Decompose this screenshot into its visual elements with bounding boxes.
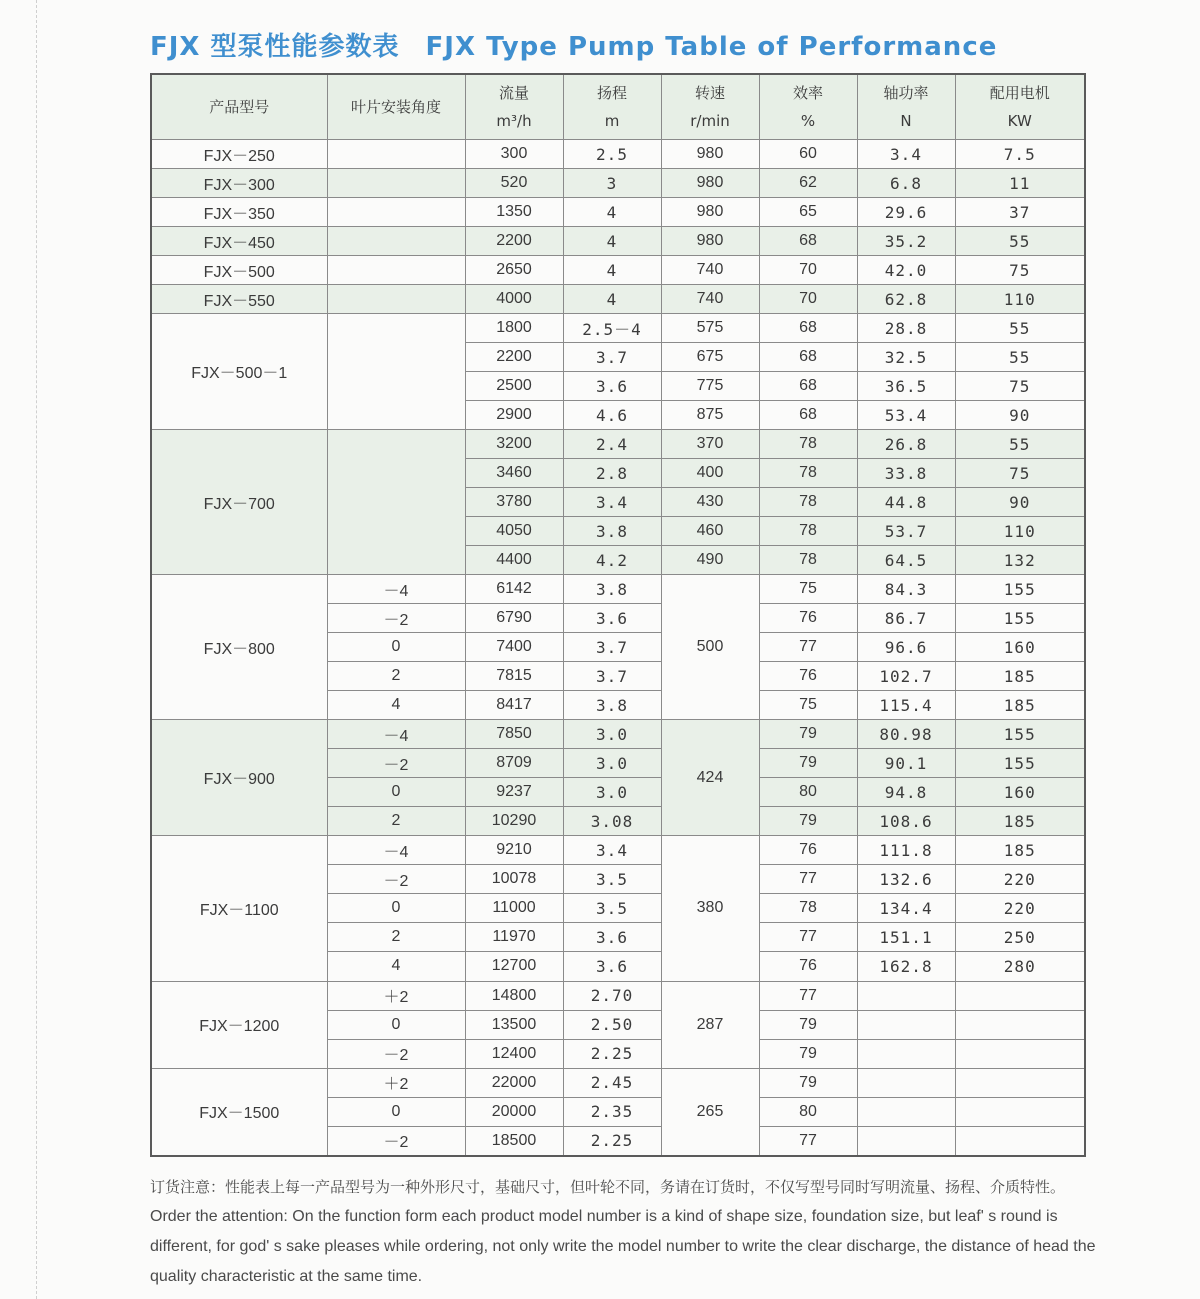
head-cell: 4 [563,285,661,314]
shaft-power-cell: 151.1 [857,923,955,952]
blade-angle-cell: －2 [327,749,465,778]
shaft-power-cell: 102.7 [857,662,955,691]
speed-cell: 430 [661,488,759,517]
shaft-power-cell [857,1010,955,1039]
shaft-power-cell: 115.4 [857,691,955,720]
blade-angle-cell [327,140,465,169]
shaft-power-cell: 44.8 [857,488,955,517]
motor-cell: 160 [955,633,1085,662]
head-cell: 2.5 [563,140,661,169]
speed-cell: 380 [661,836,759,981]
motor-cell: 160 [955,778,1085,807]
head-cell: 3.4 [563,488,661,517]
head-cell: 2.45 [563,1068,661,1097]
motor-cell: 185 [955,836,1085,865]
blade-angle-cell [327,285,465,314]
motor-cell: 7.5 [955,140,1085,169]
blade-angle-cell: 0 [327,1097,465,1126]
shaft-power-cell: 42.0 [857,256,955,285]
blade-angle-cell: －4 [327,575,465,604]
efficiency-cell: 68 [759,401,857,430]
table-row [151,720,1085,749]
flow-cell: 6142 [465,575,563,604]
shaft-power-cell: 96.6 [857,633,955,662]
shaft-power-cell: 94.8 [857,778,955,807]
blade-angle-cell: －2 [327,1039,465,1068]
flow-cell: 12400 [465,1039,563,1068]
blade-angle-cell [327,169,465,198]
model-cell: FJX－500 [151,256,327,285]
performance-table [150,73,1086,1157]
motor-cell: 132 [955,546,1085,575]
shaft-power-cell: 53.7 [857,517,955,546]
flow-cell: 7400 [465,633,563,662]
shaft-power-cell: 80.98 [857,720,955,749]
model-cell: FJX－900 [151,720,327,836]
shaft-power-cell: 132.6 [857,865,955,894]
flow-cell: 14800 [465,981,563,1010]
table-row [151,227,1085,256]
head-cell: 2.25 [563,1126,661,1156]
flow-cell: 4000 [465,285,563,314]
head-cell: 2.70 [563,981,661,1010]
efficiency-cell: 60 [759,140,857,169]
flow-cell: 20000 [465,1097,563,1126]
motor-cell: 55 [955,314,1085,343]
blade-angle-cell: 2 [327,807,465,836]
motor-cell: 155 [955,575,1085,604]
motor-cell: 185 [955,691,1085,720]
flow-cell: 10290 [465,807,563,836]
speed-cell: 370 [661,430,759,459]
speed-cell: 675 [661,343,759,372]
efficiency-cell: 76 [759,952,857,981]
flow-cell: 1800 [465,314,563,343]
flow-cell: 4050 [465,517,563,546]
model-cell: FJX－500－1 [151,314,327,430]
efficiency-cell: 76 [759,836,857,865]
efficiency-cell: 75 [759,575,857,604]
head-cell: 4.2 [563,546,661,575]
blade-angle-cell: ＋2 [327,1068,465,1097]
table-row [151,836,1085,865]
model-cell: FJX－250 [151,140,327,169]
shaft-power-cell [857,981,955,1010]
header-head: 扬程 m [563,74,661,140]
speed-cell: 980 [661,198,759,227]
flow-cell: 9210 [465,836,563,865]
blade-angle-cell: －4 [327,720,465,749]
motor-cell: 90 [955,488,1085,517]
speed-cell: 287 [661,981,759,1068]
flow-cell: 7850 [465,720,563,749]
efficiency-cell: 68 [759,372,857,401]
motor-cell: 110 [955,517,1085,546]
blade-angle-cell: －2 [327,1126,465,1156]
efficiency-cell: 68 [759,227,857,256]
efficiency-cell: 70 [759,256,857,285]
flow-cell: 2900 [465,401,563,430]
shaft-power-cell: 53.4 [857,401,955,430]
note-en: Order the attention: On the function form each product model number is a kind of shape size, foundation size, but leaf' s round is different, for god' s sake pleases while ordering, not only write the model number to write the clear discharge, the distance of head the quality characteristic at the same time. [150,1208,1096,1285]
motor-cell [955,1068,1085,1097]
efficiency-cell: 68 [759,314,857,343]
table-row [151,981,1085,1010]
head-cell: 3.7 [563,662,661,691]
efficiency-cell: 75 [759,691,857,720]
efficiency-cell: 65 [759,198,857,227]
efficiency-cell: 78 [759,517,857,546]
table-row [151,1068,1085,1097]
note-zh: 订货注意：性能表上每一产品型号为一种外形尺寸，基础尺寸，但叶轮不同，务请在订货时，不仅写型号同时写明流量、扬程、介质特性。 [150,1178,1066,1196]
head-cell: 3.5 [563,865,661,894]
header-efficiency: 效率 % [759,74,857,140]
table-row [151,198,1085,227]
head-cell: 2.50 [563,1010,661,1039]
speed-cell: 775 [661,372,759,401]
speed-cell: 500 [661,575,759,720]
head-cell: 3.0 [563,720,661,749]
motor-cell: 155 [955,604,1085,633]
head-cell: 3.7 [563,633,661,662]
shaft-power-cell: 108.6 [857,807,955,836]
efficiency-cell: 79 [759,1068,857,1097]
motor-cell: 55 [955,227,1085,256]
efficiency-cell: 77 [759,1126,857,1156]
motor-cell: 250 [955,923,1085,952]
shaft-power-cell [857,1097,955,1126]
motor-cell [955,981,1085,1010]
shaft-power-cell: 162.8 [857,952,955,981]
speed-cell: 575 [661,314,759,343]
efficiency-cell: 80 [759,1097,857,1126]
model-cell: FJX－550 [151,285,327,314]
motor-cell [955,1097,1085,1126]
motor-cell: 280 [955,952,1085,981]
head-cell: 2.35 [563,1097,661,1126]
head-cell: 3.6 [563,372,661,401]
flow-cell: 4400 [465,546,563,575]
flow-cell: 11970 [465,923,563,952]
speed-cell: 740 [661,256,759,285]
blade-angle-cell: 2 [327,662,465,691]
efficiency-cell: 62 [759,169,857,198]
blade-angle-cell: 2 [327,923,465,952]
head-cell: 3.4 [563,836,661,865]
blade-angle-cell: 4 [327,691,465,720]
shaft-power-cell: 111.8 [857,836,955,865]
header-speed: 转速 r/min [661,74,759,140]
shaft-power-cell: 3.4 [857,140,955,169]
efficiency-cell: 77 [759,923,857,952]
head-cell: 3.8 [563,691,661,720]
speed-cell: 980 [661,169,759,198]
motor-cell: 110 [955,285,1085,314]
flow-cell: 18500 [465,1126,563,1156]
head-cell: 3.08 [563,807,661,836]
motor-cell: 90 [955,401,1085,430]
flow-cell: 2500 [465,372,563,401]
flow-cell: 7815 [465,662,563,691]
motor-cell: 75 [955,372,1085,401]
motor-cell: 185 [955,807,1085,836]
efficiency-cell: 77 [759,633,857,662]
shaft-power-cell: 36.5 [857,372,955,401]
efficiency-cell: 78 [759,459,857,488]
efficiency-cell: 77 [759,981,857,1010]
head-cell: 3.8 [563,575,661,604]
speed-cell: 875 [661,401,759,430]
model-cell: FJX－700 [151,430,327,575]
blade-angle-cell: 0 [327,894,465,923]
blade-angle-cell: 0 [327,1010,465,1039]
head-cell: 4 [563,198,661,227]
efficiency-cell: 79 [759,1010,857,1039]
model-cell: FJX－1500 [151,1068,327,1156]
header-blade-angle: 叶片安装角度 [327,74,465,140]
efficiency-cell: 78 [759,894,857,923]
efficiency-cell: 80 [759,778,857,807]
table-row [151,256,1085,285]
blade-angle-cell: －2 [327,865,465,894]
head-cell: 2.5－4 [563,314,661,343]
speed-cell: 460 [661,517,759,546]
motor-cell: 155 [955,720,1085,749]
flow-cell: 2200 [465,343,563,372]
flow-cell: 2200 [465,227,563,256]
flow-cell: 3200 [465,430,563,459]
flow-cell: 520 [465,169,563,198]
speed-cell: 424 [661,720,759,836]
blade-angle-cell: 0 [327,633,465,662]
head-cell: 2.25 [563,1039,661,1068]
table-header-row [151,74,1085,140]
table-row [151,575,1085,604]
head-cell: 3.0 [563,778,661,807]
head-cell: 3.0 [563,749,661,778]
shaft-power-cell: 28.8 [857,314,955,343]
title-en: FJX Type Pump Table of Performance [425,32,998,62]
efficiency-cell: 68 [759,343,857,372]
efficiency-cell: 70 [759,285,857,314]
blade-angle-cell [327,314,465,430]
efficiency-cell: 78 [759,488,857,517]
shaft-power-cell [857,1039,955,1068]
blade-angle-cell: －2 [327,604,465,633]
motor-cell: 75 [955,459,1085,488]
shaft-power-cell: 29.6 [857,198,955,227]
efficiency-cell: 79 [759,720,857,749]
model-cell: FJX－350 [151,198,327,227]
efficiency-cell: 79 [759,749,857,778]
blade-angle-cell [327,256,465,285]
title-zh: FJX 型泵性能参数表 [150,32,400,62]
flow-cell: 13500 [465,1010,563,1039]
speed-cell: 490 [661,546,759,575]
flow-cell: 8417 [465,691,563,720]
speed-cell: 400 [661,459,759,488]
speed-cell: 265 [661,1068,759,1156]
efficiency-cell: 78 [759,546,857,575]
flow-cell: 11000 [465,894,563,923]
shaft-power-cell: 134.4 [857,894,955,923]
flow-cell: 9237 [465,778,563,807]
head-cell: 3.6 [563,923,661,952]
motor-cell: 220 [955,894,1085,923]
motor-cell: 55 [955,343,1085,372]
flow-cell: 12700 [465,952,563,981]
table-row [151,169,1085,198]
head-cell: 4 [563,227,661,256]
blade-angle-cell: －4 [327,836,465,865]
header-model: 产品型号 [151,74,327,140]
page-margin-line [36,0,38,1299]
efficiency-cell: 76 [759,604,857,633]
motor-cell: 155 [955,749,1085,778]
efficiency-cell: 78 [759,430,857,459]
head-cell: 3.6 [563,604,661,633]
head-cell: 2.8 [563,459,661,488]
table-row [151,285,1085,314]
page-title [150,26,997,63]
efficiency-cell: 79 [759,807,857,836]
shaft-power-cell: 32.5 [857,343,955,372]
flow-cell: 3780 [465,488,563,517]
flow-cell: 22000 [465,1068,563,1097]
shaft-power-cell: 90.1 [857,749,955,778]
motor-cell: 55 [955,430,1085,459]
table-row [151,430,1085,459]
flow-cell: 3460 [465,459,563,488]
blade-angle-cell: 4 [327,952,465,981]
flow-cell: 300 [465,140,563,169]
motor-cell [955,1010,1085,1039]
head-cell: 3.6 [563,952,661,981]
blade-angle-cell [327,430,465,575]
shaft-power-cell [857,1126,955,1156]
table-row [151,140,1085,169]
motor-cell [955,1126,1085,1156]
speed-cell: 980 [661,140,759,169]
shaft-power-cell: 6.8 [857,169,955,198]
blade-angle-cell [327,198,465,227]
motor-cell: 37 [955,198,1085,227]
efficiency-cell: 79 [759,1039,857,1068]
motor-cell: 75 [955,256,1085,285]
shaft-power-cell: 35.2 [857,227,955,256]
model-cell: FJX－800 [151,575,327,720]
header-shaft-power: 轴功率 N [857,74,955,140]
header-flow: 流量 m³/h [465,74,563,140]
efficiency-cell: 76 [759,662,857,691]
motor-cell: 185 [955,662,1085,691]
shaft-power-cell: 26.8 [857,430,955,459]
speed-cell: 740 [661,285,759,314]
shaft-power-cell: 62.8 [857,285,955,314]
table-row [151,314,1085,343]
order-note [150,1172,1110,1292]
shaft-power-cell: 33.8 [857,459,955,488]
motor-cell: 220 [955,865,1085,894]
head-cell: 3 [563,169,661,198]
head-cell: 3.5 [563,894,661,923]
motor-cell: 11 [955,169,1085,198]
efficiency-cell: 77 [759,865,857,894]
flow-cell: 2650 [465,256,563,285]
head-cell: 3.8 [563,517,661,546]
shaft-power-cell [857,1068,955,1097]
blade-angle-cell [327,227,465,256]
shaft-power-cell: 84.3 [857,575,955,604]
flow-cell: 1350 [465,198,563,227]
model-cell: FJX－1100 [151,836,327,981]
header-motor: 配用电机 KW [955,74,1085,140]
blade-angle-cell: ＋2 [327,981,465,1010]
motor-cell [955,1039,1085,1068]
speed-cell: 980 [661,227,759,256]
shaft-power-cell: 86.7 [857,604,955,633]
head-cell: 4.6 [563,401,661,430]
model-cell: FJX－300 [151,169,327,198]
flow-cell: 10078 [465,865,563,894]
shaft-power-cell: 64.5 [857,546,955,575]
flow-cell: 6790 [465,604,563,633]
head-cell: 4 [563,256,661,285]
model-cell: FJX－1200 [151,981,327,1068]
flow-cell: 8709 [465,749,563,778]
head-cell: 2.4 [563,430,661,459]
model-cell: FJX－450 [151,227,327,256]
blade-angle-cell: 0 [327,778,465,807]
head-cell: 3.7 [563,343,661,372]
